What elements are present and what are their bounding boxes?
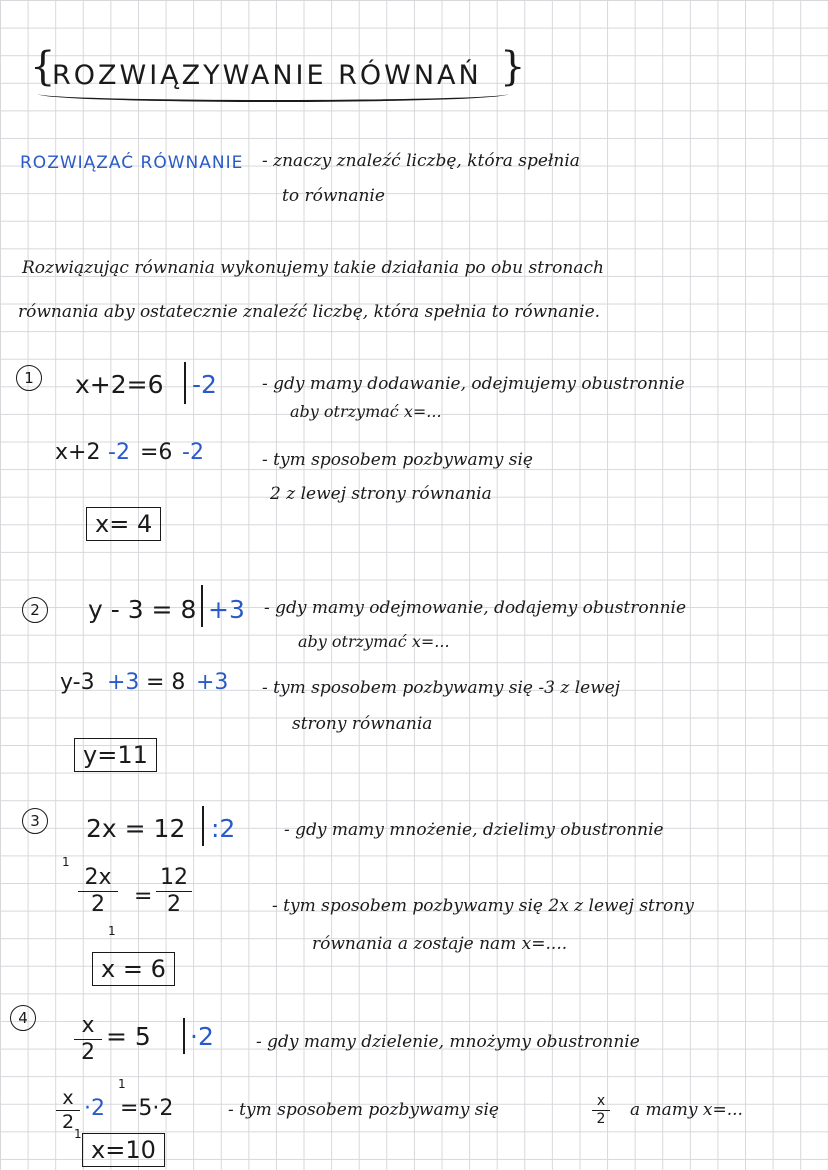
example-3-frac-left-prefix: 1 [62,855,70,869]
example-4-separator [183,1018,185,1054]
example-3-frac-left-num: 2x [84,865,112,890]
title-underline [38,86,508,102]
example-2-step-left-op: +3 [107,670,140,695]
example-4-operation: ·2 [190,1022,214,1051]
example-4-step-rest: =5·2 [120,1096,174,1121]
example-3-equation: 2x = 12 [86,814,186,843]
example-4-step-frac-den: 2 [61,1110,75,1133]
example-4-equation-rest: = 5 [106,1022,151,1051]
example-2-note-line1: - gdy mamy odejmowanie, dodajemy obustronnie [264,598,687,618]
example-3-step-note-line1: - tym sposobem pozbywamy się 2x z lewej strony [272,896,694,916]
title-left-brace: { [30,44,56,90]
example-1-equation: x+2=6 [75,370,164,399]
example-1-step-right-op: -2 [182,440,204,465]
example-3-frac-left-den-sub: 1 [108,924,116,938]
example-4-step-note-frac [592,1094,610,1128]
example-3-separator [202,806,204,846]
example-3-note-line1: - gdy mamy mnożenie, dzielimy obustronnie [284,820,664,840]
example-2-step-mid: = 8 [146,670,186,695]
example-4-note-line1: - gdy mamy dzielenie, mnożymy obustronnie [256,1032,640,1052]
example-2-step-right-op: +3 [196,670,229,695]
example-1-step-note-line1: - tym sposobem pozbywamy się [262,450,533,470]
example-1-note-line1: - gdy mamy dodawanie, odejmujemy obustronnie [262,374,685,394]
example-2-equation: y - 3 = 8 [88,595,197,624]
example-4-step-frac-den-sub: 1 [74,1127,82,1141]
example-4-step-note-post: a mamy x=... [630,1100,743,1120]
definition-text-line1: - znaczy znaleźć liczbę, która spełnia [262,151,580,171]
example-2-step-note-line2: strony równania [292,714,433,734]
example-3-frac-right-den: 2 [167,892,181,918]
example-4-step-mult-sup: 1 [118,1077,126,1091]
title-right-brace: } [500,44,526,90]
example-3-frac-right-num: 12 [160,865,188,890]
example-2-operation: +3 [208,595,245,624]
example-2-note-line2: aby otrzymać x=... [298,632,450,651]
example-1-answer: x= 4 [86,507,161,541]
example-2-answer: y=11 [74,738,157,772]
intro-line2: równania aby ostatecznie znaleźć liczbę, która spełnia to równanie. [18,302,601,322]
example-1-step-left-op: -2 [108,440,130,465]
example-2-step-note-line1: - tym sposobem pozbywamy się -3 z lewej [262,678,621,698]
example-1-step-note-line2: 2 z lewej strony równania [270,484,492,504]
intro-line1: Rozwiązując równania wykonujemy takie działania po obu stronach [22,258,604,278]
example-3-number: 3 [22,808,48,834]
example-4-step-note-frac-num: x [596,1093,606,1109]
definition-text-line2: to równanie [282,186,385,206]
example-4-step-frac-num: x [62,1087,74,1109]
example-3-step-note-line2: równania a zostaje nam x=.... [312,934,568,954]
example-1-note-line2: aby otrzymać x=... [290,402,442,421]
example-1-separator [184,362,186,404]
example-3-operation: :2 [211,814,236,843]
page-title: ROZWIĄZYWANIE RÓWNAŃ [52,60,482,91]
example-1-step-left: x+2 [55,440,101,465]
example-1-operation: -2 [192,370,217,399]
example-3-frac-right [156,866,192,917]
example-4-number: 4 [10,1005,36,1031]
example-3-answer: x = 6 [92,952,175,986]
example-3-frac-left [78,866,118,917]
example-4-step-mult: ·2 [84,1096,105,1121]
example-1-number: 1 [16,365,42,391]
example-2-number: 2 [22,597,48,623]
example-1-step-mid: =6 [140,440,173,465]
example-4-step-note-frac-den: 2 [596,1111,606,1128]
definition-term: ROZWIĄZAĆ RÓWNANIE [20,153,244,173]
example-4-step-note-pre: - tym sposobem pozbywamy się [228,1100,499,1120]
example-2-separator [201,585,203,627]
example-4-answer: x=10 [82,1133,165,1167]
example-4-frac [74,1014,102,1065]
example-3-frac-left-den: 2 [91,892,105,918]
example-4-frac-num: x [81,1013,95,1038]
example-3-frac-eq: = [134,884,153,909]
example-4-frac-den: 2 [81,1040,95,1066]
example-2-step-left: y-3 [60,670,95,695]
